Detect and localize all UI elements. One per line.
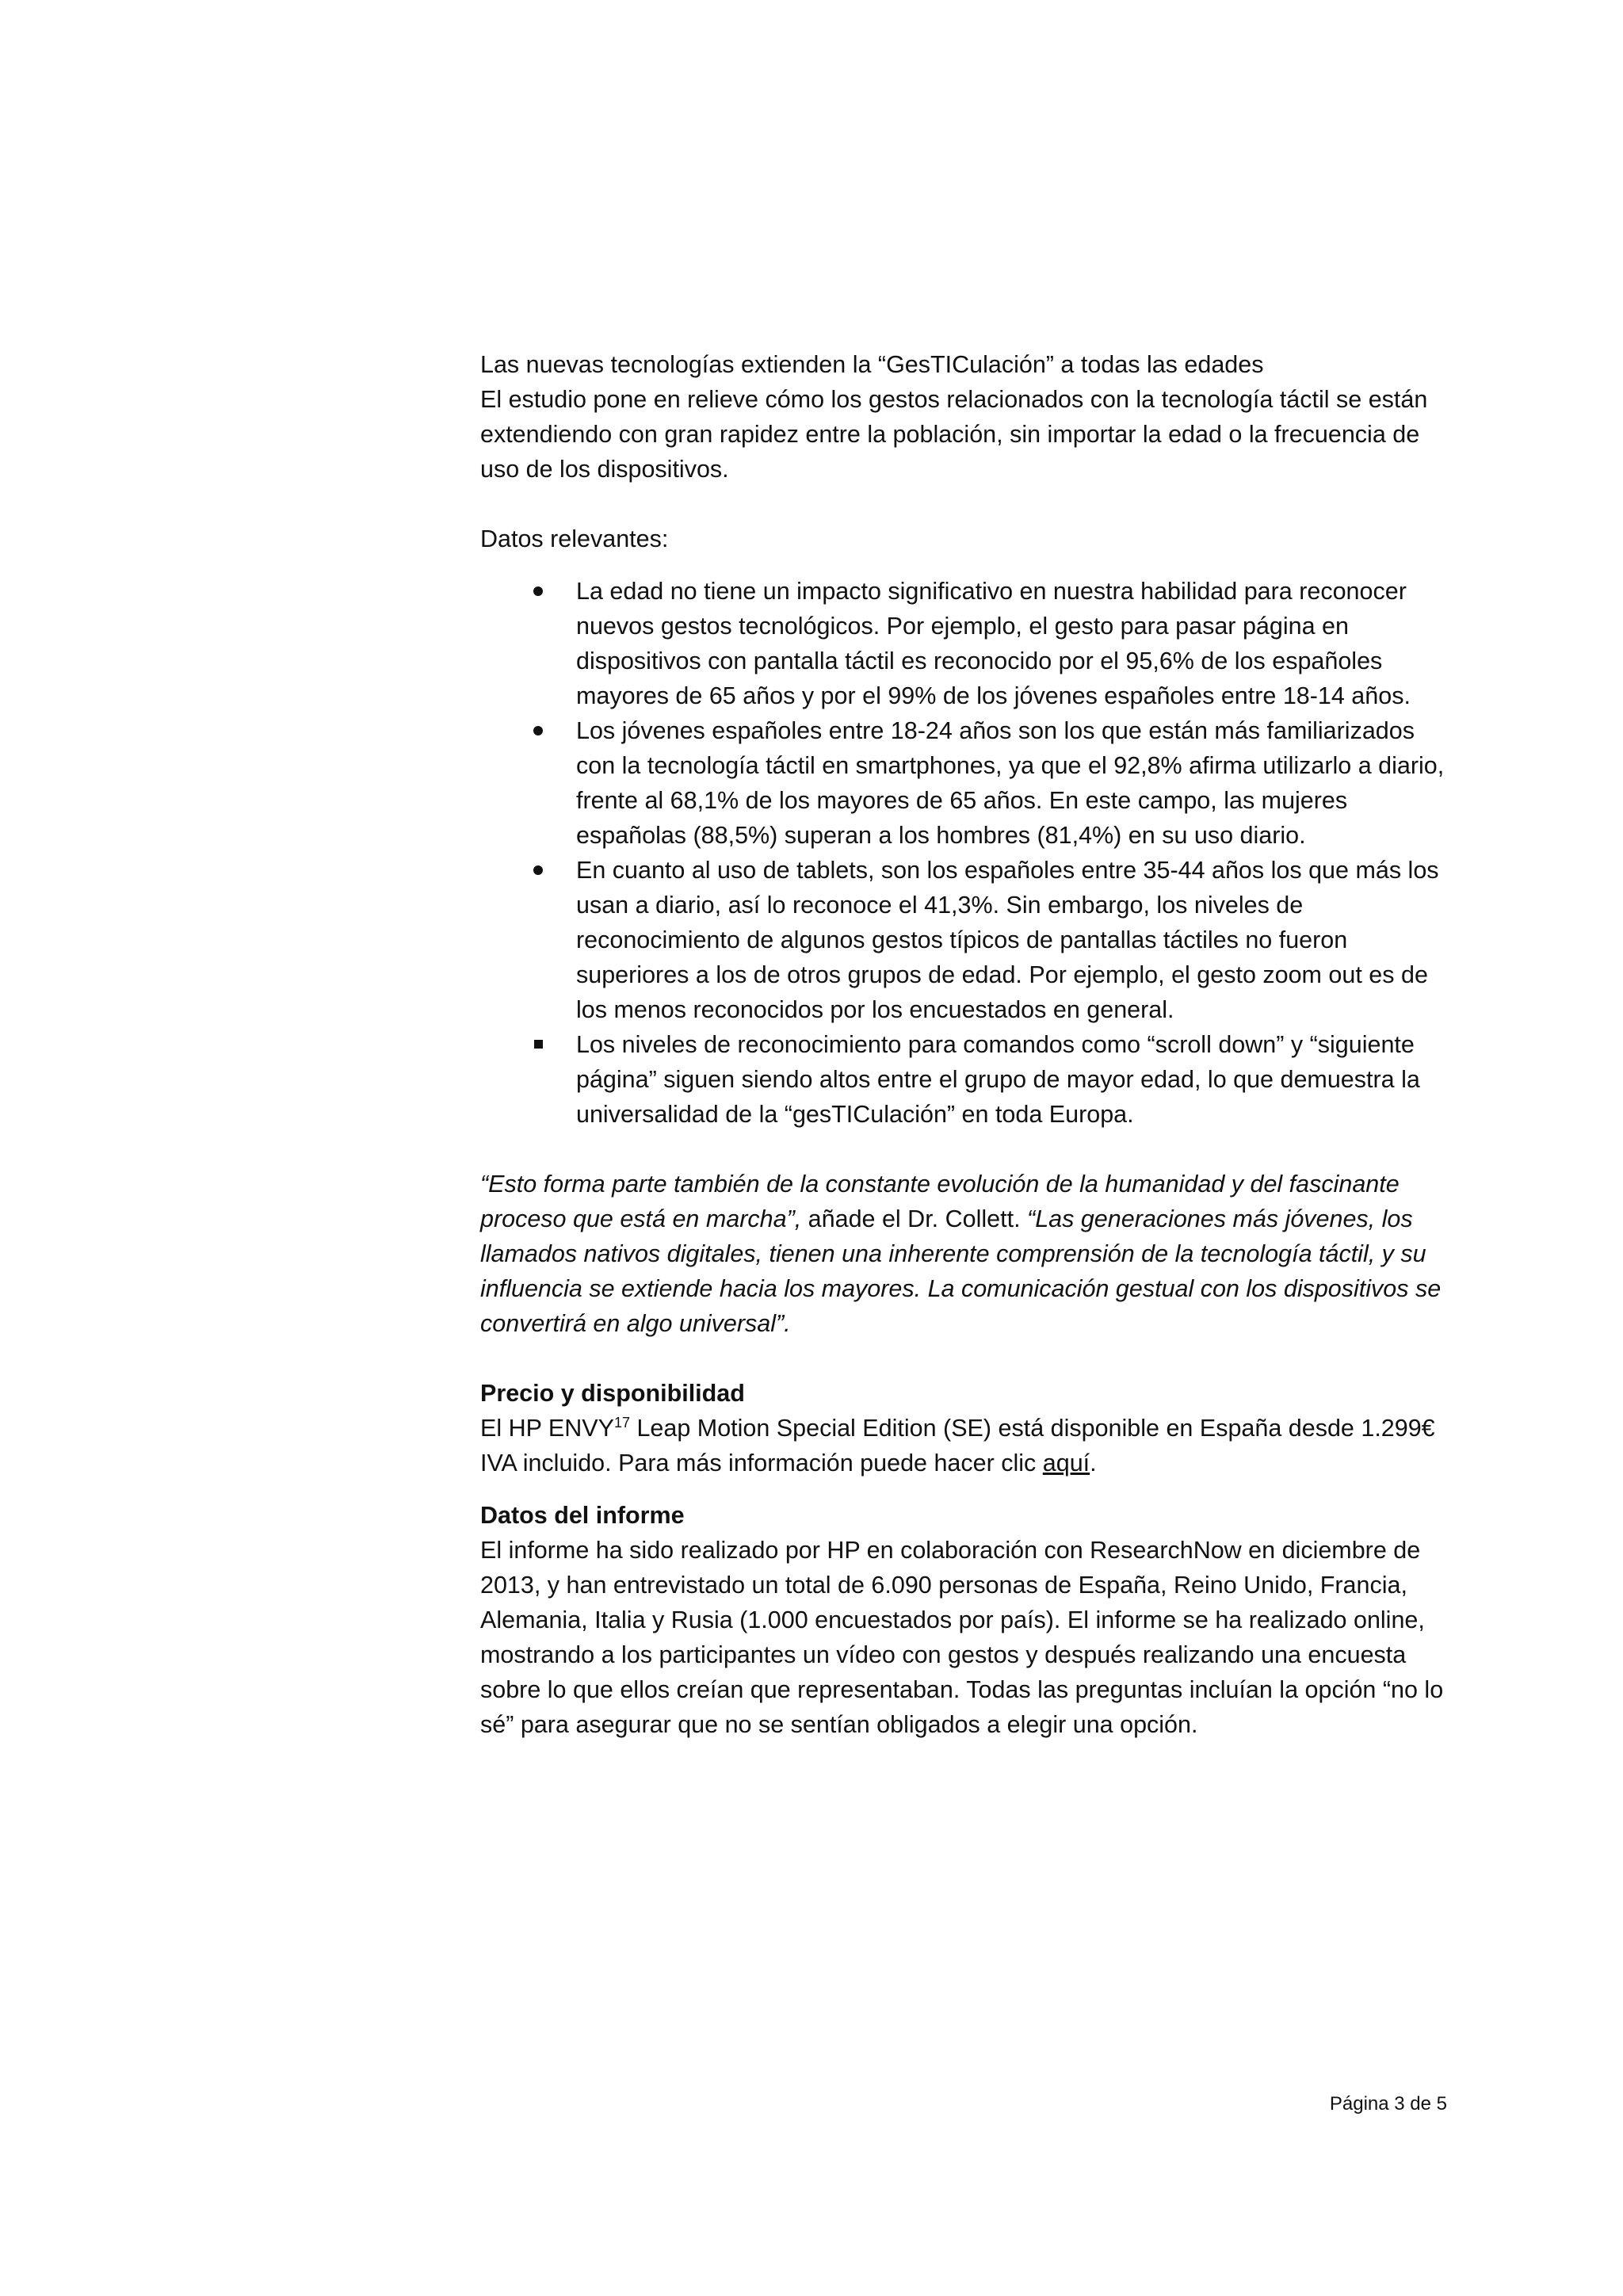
precio-text-middle: Leap Motion Special Edition (SE) está disponible en España desde 1.299€ IVA incluido. Para más información puede hacer clic	[480, 1415, 1435, 1477]
spacer	[480, 1480, 1450, 1498]
informe-body: El informe ha sido realizado por HP en colaboración con ResearchNow en diciembre de 2013, y han entrevistado un total de 6.090 personas de España, Reino Unido, Francia, Alemania, Italia y Rusia (1.000 encuestados por país). El informe se ha realizado online, mostrando a los participantes un vídeo con gestos y después realizando una encuesta sobre lo que ellos creían que representaban. Todas las preguntas incluían la opción “no lo sé” para asegurar que no se sentían obligados a elegir una opción.	[480, 1537, 1444, 1738]
precio-heading: Precio y disponibilidad	[480, 1380, 745, 1407]
document-content	[480, 347, 1450, 1742]
spacer	[480, 1132, 1450, 1167]
datos-label: Datos relevantes:	[480, 525, 669, 552]
footnote-ref: 17	[613, 1414, 630, 1431]
precio-text-end: .	[1090, 1450, 1097, 1477]
quote-attribution: añade el Dr. Collett.	[801, 1205, 1028, 1232]
quote-paragraph	[480, 1167, 1450, 1341]
page-number: Página 3 de 5	[1329, 2093, 1447, 2115]
list-item	[480, 1027, 1450, 1132]
quote-part-2: “Las generaciones más jóvenes, los llamados nativos digitales, tienen una inherente comprensión de la tecnología táctil, y su influencia se extiende hacia los mayores. La comunicación gestual con los dispositivos se convertirá en algo universal”.	[480, 1205, 1442, 1337]
spacer	[480, 1341, 1450, 1376]
list-item-text: Los jóvenes españoles entre 18-24 años son los que están más familiarizados con la tecnología táctil en smartphones, ya que el 92,8% afirma utilizarlo a diario, frente al 68,1% de los mayores de 65 años. En este campo, las mujeres españolas (88,5%) superan a los hombres (81,4%) en su uso diario.	[576, 717, 1445, 849]
quote-part-1: “Esto forma parte también de la constante evolución de la humanidad y del fascinante proceso que está en marcha”,	[480, 1171, 1400, 1232]
precio-text-start: El HP ENVY	[480, 1415, 614, 1442]
list-item-text: Los niveles de reconocimiento para comandos como “scroll down” y “siguiente página” siguen siendo altos entre el grupo de mayor edad, lo que demuestra la universalidad de la “gesTICulación” en toda Europa.	[576, 1031, 1420, 1128]
section-body: El estudio pone en relieve cómo los gestos relacionados con la tecnología táctil se están extendiendo con gran rapidez entre la población, sin importar la edad o la frecuencia de uso de los dispositivos.	[480, 386, 1428, 483]
informe-heading: Datos del informe	[480, 1502, 685, 1529]
spacer	[480, 487, 1450, 521]
section-heading: Las nuevas tecnologías extienden la “GesTICulación” a todas las edades	[480, 351, 1264, 378]
list-item	[480, 713, 1450, 853]
list-item-text: En cuanto al uso de tablets, son los españoles entre 35-44 años los que más los usan a diario, así lo reconoce el 41,3%. Sin embargo, los niveles de reconocimiento de algunos gestos típicos de pantallas táctiles no fueron superiores a los de otros grupos de edad. Por ejemplo, el gesto zoom out es de los menos reconocidos por los encuestados en general.	[576, 857, 1439, 1023]
list-item	[480, 574, 1450, 713]
bullet-list	[480, 574, 1450, 1132]
list-item-text: La edad no tiene un impacto significativo en nuestra habilidad para reconocer nuevos gestos tecnológicos. Por ejemplo, el gesto para pasar página en dispositivos con pantalla táctil es reconocido por el 95,6% de los españoles mayores de 65 años y por el 99% de los jóvenes españoles entre 18-14 años.	[576, 578, 1411, 709]
precio-body	[480, 1411, 1450, 1480]
list-item	[480, 853, 1450, 1027]
aqui-link[interactable]: aquí	[1042, 1450, 1090, 1477]
